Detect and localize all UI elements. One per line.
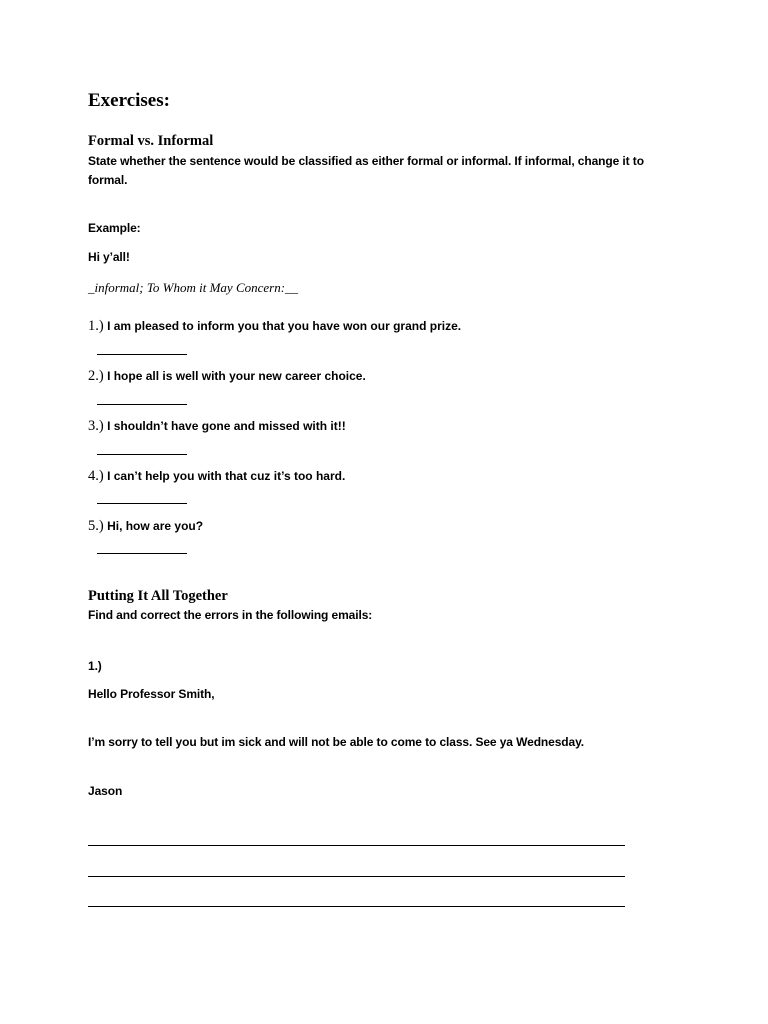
- question-2: [88, 368, 366, 385]
- correction-line-1[interactable]: [88, 845, 625, 846]
- question-5: [88, 518, 203, 535]
- question-4-text: I can’t help you with that cuz it’s too hard.: [107, 469, 346, 483]
- example-label: Example:: [88, 221, 141, 235]
- question-3-text: I shouldn’t have gone and missed with it!!: [107, 419, 346, 433]
- formal-informal-heading: Formal vs. Informal: [88, 133, 214, 149]
- putting-together-heading: Putting It All Together: [88, 588, 228, 604]
- question-5-answer-blank[interactable]: [97, 553, 187, 554]
- email-signature: Jason: [88, 784, 123, 798]
- example-answer: _informal; To Whom it May Concern:__: [88, 280, 299, 295]
- putting-together-instructions: Find and correct the errors in the following emails:: [88, 608, 373, 622]
- question-2-number: 2.): [88, 368, 104, 384]
- question-1-number: 1.): [88, 318, 104, 334]
- question-3: [88, 418, 346, 435]
- question-1-answer-blank[interactable]: [97, 354, 187, 355]
- email-number: 1.): [88, 659, 102, 673]
- example-sentence: Hi y’all!: [88, 250, 130, 264]
- question-1-text: I am pleased to inform you that you have won our grand prize.: [107, 319, 462, 333]
- page-title: Exercises:: [88, 90, 170, 111]
- question-5-number: 5.): [88, 518, 104, 534]
- question-1: [88, 318, 461, 335]
- formal-informal-instructions: State whether the sentence would be classified as either formal or informal. If informal, change it to formal.: [88, 154, 644, 187]
- question-2-answer-blank[interactable]: [97, 404, 187, 405]
- question-4: [88, 468, 345, 485]
- email-body: I’m sorry to tell you but im sick and will not be able to come to class. See ya Wednesday.: [88, 735, 585, 749]
- correction-line-2[interactable]: [88, 876, 625, 877]
- question-5-text: Hi, how are you?: [107, 519, 204, 533]
- question-4-number: 4.): [88, 468, 104, 484]
- correction-line-3[interactable]: [88, 906, 625, 907]
- email-greeting: Hello Professor Smith,: [88, 687, 215, 701]
- question-3-number: 3.): [88, 418, 104, 434]
- question-4-answer-blank[interactable]: [97, 503, 187, 504]
- question-2-text: I hope all is well with your new career choice.: [107, 369, 366, 383]
- question-3-answer-blank[interactable]: [97, 454, 187, 455]
